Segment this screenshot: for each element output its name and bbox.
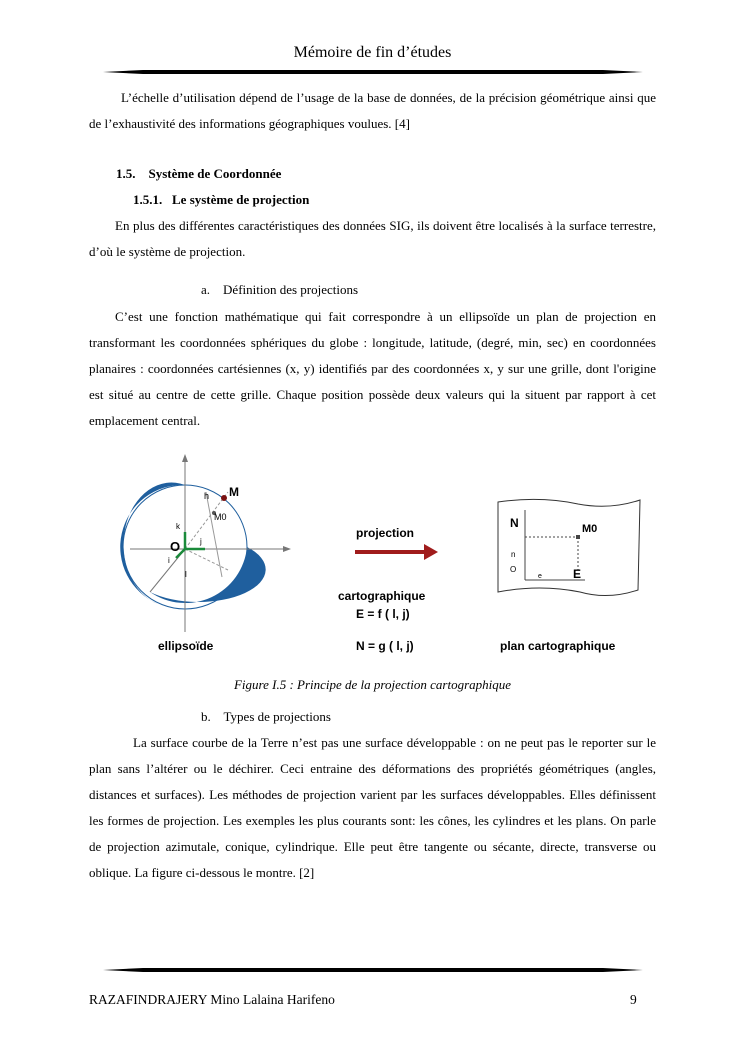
label-o: O [170, 539, 181, 554]
projection-arrow-head [424, 544, 438, 560]
plane-label-e-small: e [538, 573, 542, 580]
figure-caption: Figure I.5 : Principe de la projection cartographique [233, 677, 512, 692]
section-heading [116, 164, 281, 184]
plane-diagram [498, 499, 640, 595]
section-number: 1.5. [116, 166, 136, 181]
page-number: 9 [630, 992, 637, 1007]
types-title: Types de projections [223, 709, 331, 724]
definition-paragraph: C’est une fonction mathématique qui fait correspondre à un ellipsoïde un plan de projection en transformant les coordonnées sphériques du globe : longitude, latitude, (degré, min, sec) en coordonnées planaires : coordonnées cartésiennes (x, y) identifiés par des coordonnées x, y sur une grille, dont l'origine est situé au centre de cette grille. Chaque position possède deux valeurs qui la situent par rapport à cet emplacement central. [89, 309, 656, 428]
types-marker: b. [201, 709, 211, 724]
plane-label: plan cartographique [500, 639, 616, 653]
label-k: k [176, 522, 180, 531]
subsection-title: Le système de projection [172, 192, 310, 207]
label-h: h [204, 491, 210, 501]
footer-rule [103, 967, 643, 973]
definition-title: Définition des projections [223, 282, 359, 297]
intro-paragraph: L’échelle d’utilisation dépend de l’usage de la base de données, de la précision géométrique ainsi que de l’exhaustivité des informations géographiques voulues. [4] [89, 90, 656, 131]
subsection-number: 1.5.1. [133, 192, 163, 207]
header-rule [103, 69, 643, 75]
ellipsoid-label: ellipsoïde [158, 639, 214, 653]
label-i: i [168, 556, 170, 565]
projection-figure [110, 452, 650, 662]
projection-system-paragraph: En plus des différentes caractéristiques des données SIG, ils doivent être localisés à la surface terrestre, d’où le système de projection. [89, 218, 656, 259]
label-l: l [185, 570, 187, 579]
plane-label-m0: M0 [582, 523, 598, 535]
ellipsoid-diagram [120, 454, 291, 632]
plane-label-n-small: n [511, 550, 516, 559]
arrow-label: projection [356, 526, 415, 540]
formula-n: N = g ( l, j) [356, 639, 414, 653]
formula-e: E = f ( l, j) [356, 607, 410, 621]
section-title: Système de Coordonnée [148, 166, 282, 181]
plane-label-n: N [510, 516, 519, 530]
definition-heading [201, 280, 358, 300]
label-j: j [200, 537, 202, 546]
footer-author: RAZAFINDRAJERY Mino Lalaina Harifeno [89, 992, 335, 1007]
page-header-title: Mémoire de fin d’études [293, 44, 452, 61]
subsection-heading [133, 190, 309, 210]
middle-title: cartographique [338, 589, 426, 603]
definition-marker: a. [201, 282, 211, 297]
types-heading [201, 707, 331, 727]
label-m0: M0 [214, 512, 227, 522]
label-m: M [229, 485, 239, 499]
plane-label-o: O [510, 565, 517, 574]
plane-label-e: E [573, 567, 582, 581]
point-m [221, 495, 227, 501]
types-paragraph: La surface courbe de la Terre n’est pas une surface développable : on ne peut pas le reporter sur le plan sans l’altérer ou le déchirer. Ceci entraine des déformations des propriétés géométriques (angles, distances et surfaces). Les méthodes de projection varient par les surfaces développables. Elles définissent les formes de projection. Les exemples les plus courants sont: les cônes, les cylindres et les plans. On parle de projection azimutale, conique, cylindrique. Elle peut être tangente ou sécante, directe, transverse ou oblique. La figure ci-dessous le montre. [2] [89, 735, 656, 880]
